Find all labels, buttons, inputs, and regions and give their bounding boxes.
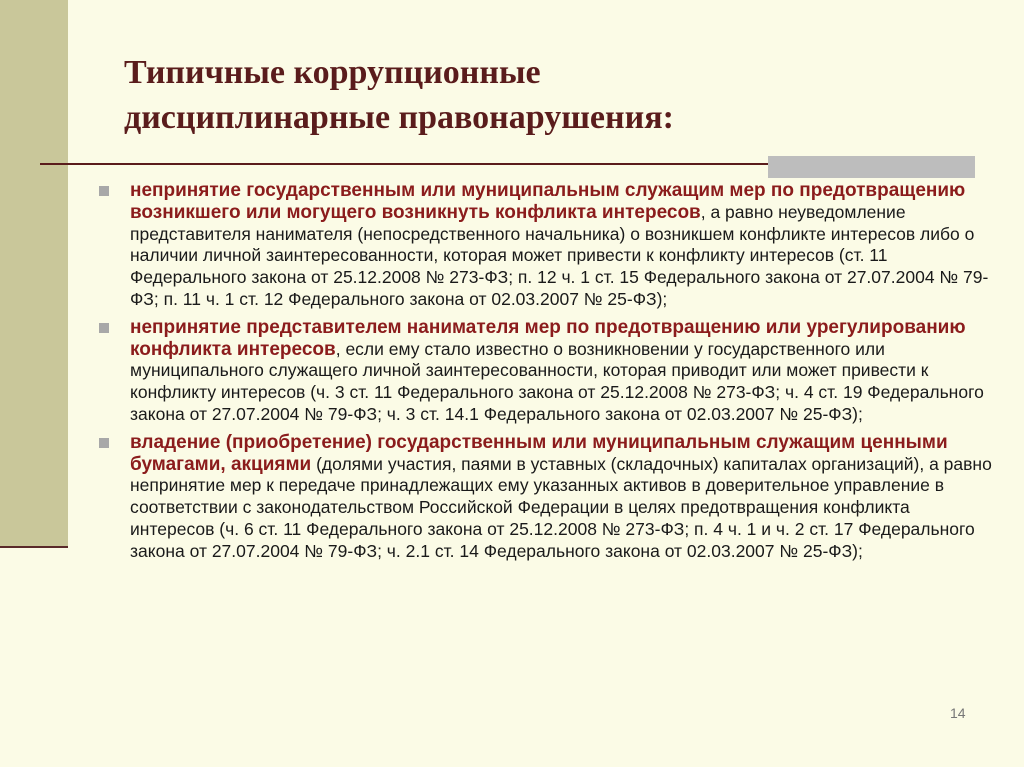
title-line-1: Типичные коррупционные xyxy=(124,54,541,91)
item-text: , если ему стало известно о возникновении у государственного или муниципального служащего личной заинтересованности, которая приводит или может привести к конфликту интересов (ч. 3 ст. 11 Федерального закона от 25.12.2008 № 273-ФЗ; ч. 4 ст. 19 Федерального закона от 27.07.2004 № 79-ФЗ; ч. 3 ст. 14.1 Федерального закона от 02.03.2007 № 25-ФЗ); xyxy=(130,338,984,424)
square-bullet-icon xyxy=(99,438,109,448)
left-decor-line xyxy=(0,546,68,548)
title-line-2: дисциплинарные правонарушения: xyxy=(124,99,674,136)
item-text: (долями участия, паями в уставных (складочных) капиталах организаций), а равно непринятие мер к передаче принадлежащих ему указанных активов в доверительное управление в соответствии с законодательством Российской Федерации в целях предотвращения конфликта интересов (ч. 6 ст. 11 Федерального закона от 25.12.2008 № 273-ФЗ; п. 4 ч. 1 и ч. 2 ст. 17 Федерального закона от 27.07.2004 № 79-ФЗ; ч. 2.1 ст. 14 Федерального закона от 02.03.2007 № 25-ФЗ); xyxy=(130,453,992,561)
offense-list xyxy=(95,180,995,569)
divider-gray-accent xyxy=(768,156,975,178)
slide-title xyxy=(124,50,674,140)
left-decor-bar xyxy=(0,0,68,548)
item-highlight: непринятие государственным или муниципальным служащим мер по предотвращению возникшего или могущего возникнуть конфликта интересов xyxy=(130,180,966,223)
item-highlight: непринятие представителем нанимателя мер по предотвращению или урегулированию конфликта интересов xyxy=(130,316,966,360)
list-item xyxy=(95,180,995,311)
list-item xyxy=(95,432,995,563)
square-bullet-icon xyxy=(99,323,109,333)
item-text: , а равно неуведомление представителя нанимателя (непосредственного начальника) о возникшем конфликте интересов либо о наличии личной заинтересованности, которая может привести к конфликту интересов (ст. 11 Федерального закона от 25.12.2008 № 273-ФЗ; п. 12 ч. 1 ст. 15 Федерального закона от 27.07.2004 № 79-ФЗ; п. 11 ч. 1 ст. 12 Федерального закона от 02.03.2007 № 25-ФЗ); xyxy=(130,201,989,309)
page-number: 14 xyxy=(950,705,966,721)
square-bullet-icon xyxy=(99,186,109,196)
item-highlight: владение (приобретение) государственным или муниципальным служащим ценными бумагами, акциями xyxy=(130,431,948,475)
list-item xyxy=(95,317,995,426)
